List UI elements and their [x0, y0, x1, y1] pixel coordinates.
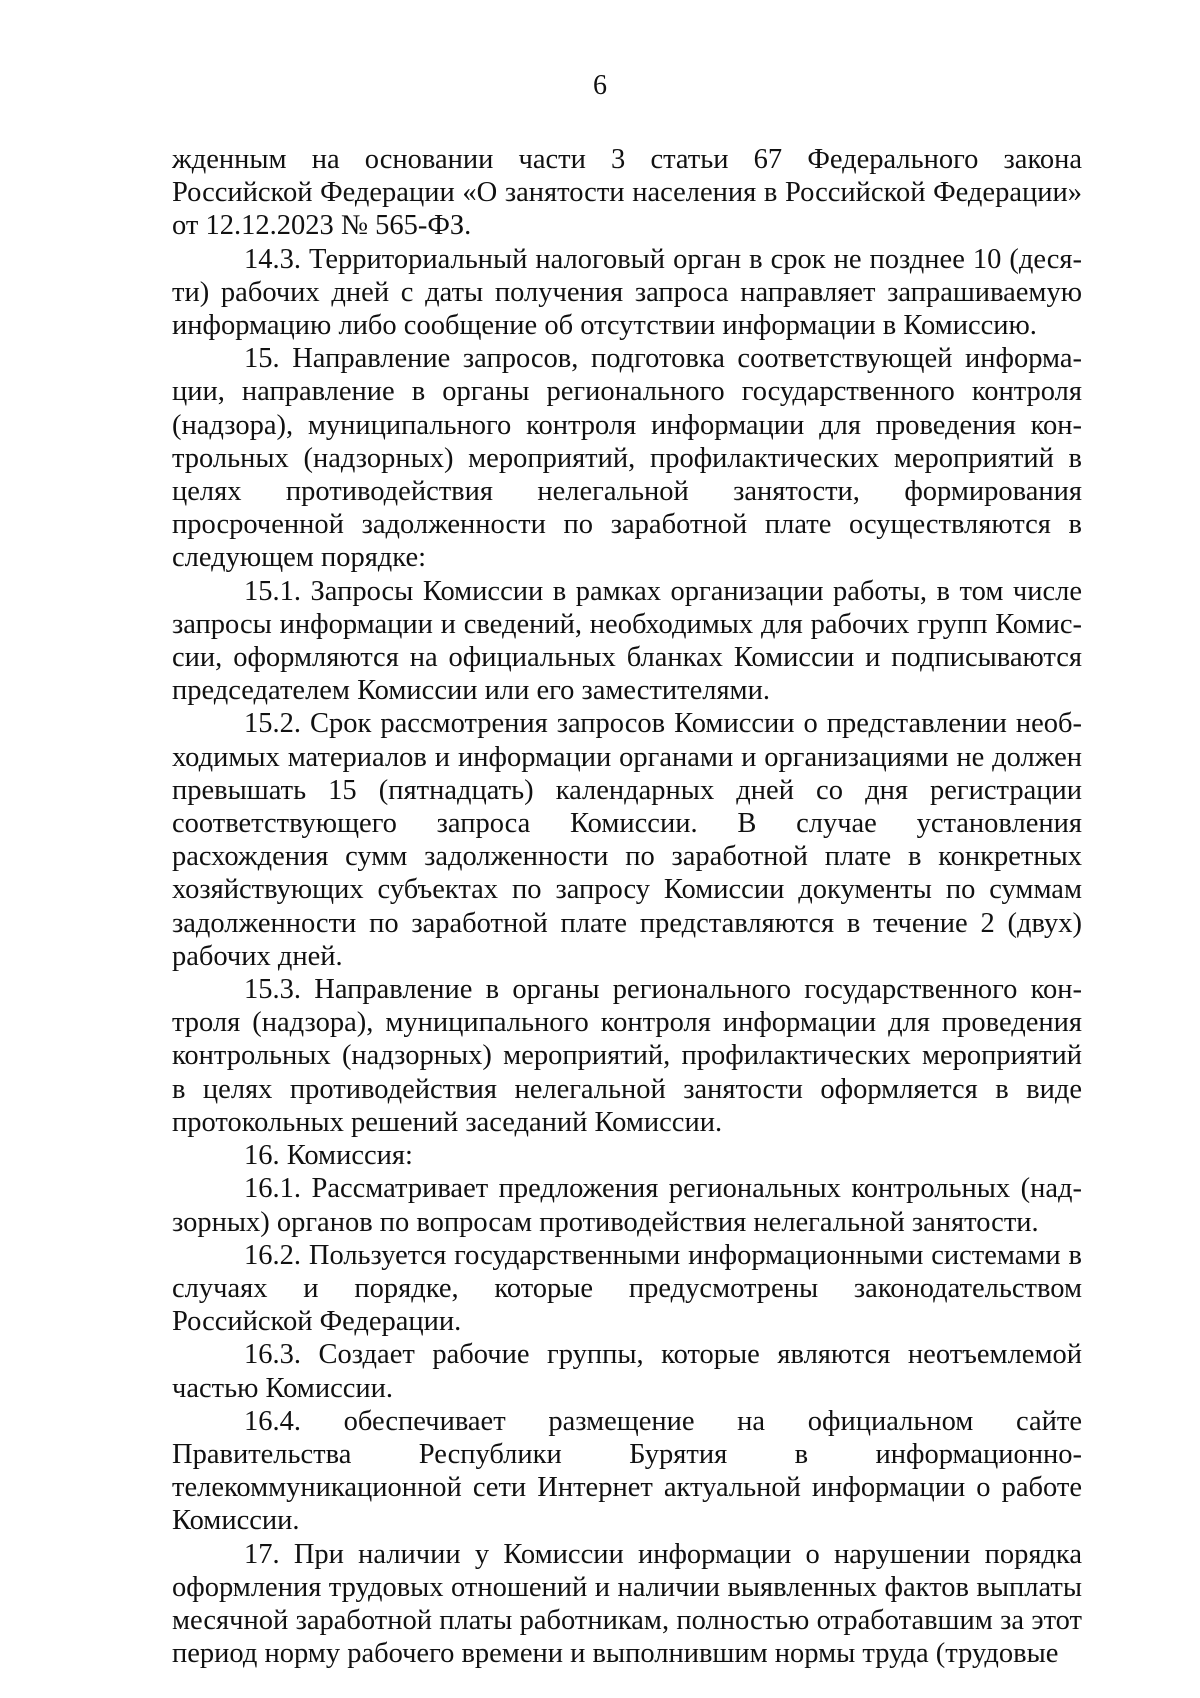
paragraph: 16.1. Рассматривает предложения региональных контрольных (надзорных) органов по вопросам противодействия нелегальной занятости. — [172, 1173, 1082, 1238]
paragraph: 16. Комиссия: — [244, 1140, 413, 1172]
paragraph: жденным на основании части 3 статьи 67 Федерального закона Российской Федерации «О занятости населения в Российской Федерации» от 12.12.2023 № 565-ФЗ. — [172, 144, 1082, 242]
paragraph: 15.2. Срок рассмотрения запросов Комиссии о представлении необходимых материалов и информации органами и организациями не должен превышать 15 (пятнадцать) календарных дней со дня регистрации соответствующего запроса Комиссии. В случае установления расхождения сумм задолженности по заработной плате в конкретных хозяйствующих субъектах по запросу Комиссии документы по суммам задолженности по заработной плате представляются в течение 2 (двух) рабочих дней. — [172, 708, 1082, 972]
paragraph: 15. Направление запросов, подготовка соответствующей информации, направление в органы регионального государственного контроля (надзора), муниципального контроля информации для проведения контрольных (надзорных) мероприятий, профилактических мероприятий в целях противодействия нелегальной занятости, формирования просроченной задолженности по заработной плате осуществляются в следующем порядке: — [172, 343, 1082, 574]
paragraph: 16.3. Создает рабочие группы, которые являются неотъемлемой частью Комиссии. — [172, 1339, 1082, 1404]
paragraph: 16.2. Пользуется государственными информационными системами в случаях и порядке, которые предусмотрены законодательством Российской Федерации. — [172, 1239, 1082, 1338]
page-number: 6 — [593, 70, 607, 101]
paragraph: 15.3. Направление в органы регионального государственного контроля (надзора), муниципального контроля информации для проведения контрольных (надзорных) мероприятий, профилактических мероприятий в целях противодействия нелегальной занятости оформляется в виде протокольных решений заседаний Комиссии. — [172, 974, 1082, 1138]
paragraph: 15.1. Запросы Комиссии в рамках организации работы, в том числе запросы информации и сведений, необходимых для рабочих групп Комиссии, оформляются на официальных бланках Комиссии и подписываются председателем Комиссии или его заместителями. — [172, 575, 1082, 707]
paragraph: 17. При наличии у Комиссии информации о нарушении порядка оформления трудовых отношений и наличии выявленных фактов выплаты месячной заработной платы работникам, полностью отработавшим за этот период норму рабочего времени и выполнившим нормы труда (трудовые — [172, 1538, 1082, 1670]
document-body — [172, 143, 1082, 1670]
paragraph: 16.4. обеспечивает размещение на официальном сайте Правительства Республики Бурятия в информационно-телекоммуникационной сети Интернет актуальной информации о работе Комиссии. — [172, 1405, 1082, 1537]
paragraph: 14.3. Территориальный налоговый орган в срок не позднее 10 (десяти) рабочих дней с даты получения запроса направляет запрашиваемую информацию либо сообщение об отсутствии информации в Комиссию. — [172, 243, 1082, 342]
